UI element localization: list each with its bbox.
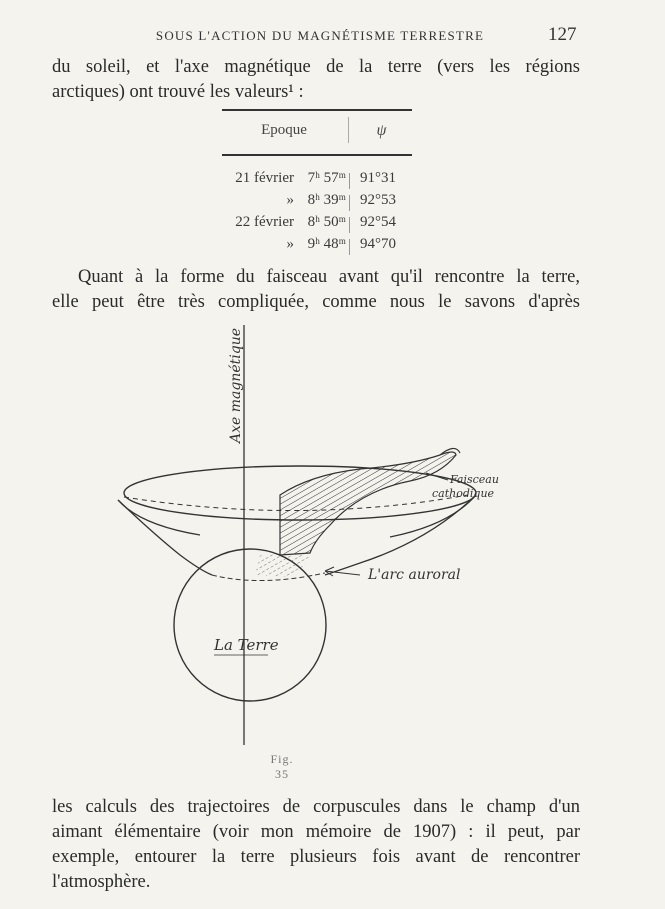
aurora-figure [110,325,499,750]
text-line: aimant élémentaire (voir mon mémoire de 1907) : il peut, par [52,822,580,842]
axis-label: Axe magnétique [228,328,244,443]
text-line: du soleil, et l'axe magnétique de la terre (vers les régions [52,57,580,77]
cell-separator [349,173,350,189]
text-line: les calculs des trajectoires de corpuscules dans le champ d'un [52,797,580,817]
paragraph-2 [52,265,580,315]
beam-label-line1: Faisceau [450,473,499,486]
table-row [222,170,412,192]
page-number: 127 [548,24,577,45]
cell-value: 92°53 [360,192,396,208]
funnel-left-side [118,500,212,575]
cell-date: 22 février [235,214,294,230]
beam-label-pointer [426,473,448,480]
cell-date: » [286,236,294,252]
table-row [222,236,412,258]
text-line: l'atmosphère. [52,872,151,892]
cell-separator [349,195,350,211]
cell-time: 7ʰ 57ᵐ [307,170,346,186]
text-line: Quant à la forme du faisceau avant qu'il rencontre la terre, [78,267,580,287]
table-row [222,214,412,236]
cell-time: 9ʰ 48ᵐ [307,236,346,252]
cell-date: » [286,192,294,208]
text-line: exemple, entourer la terre plusieurs fois avant de rencontrer [52,847,580,867]
text-line: elle peut être très compliquée, comme nous le savons d'après [52,292,580,312]
table-header-rule [222,154,412,156]
table-top-rule [222,109,412,111]
table-row [222,192,412,214]
beam-label-line2: cathodique [432,487,495,500]
cell-time: 8ʰ 50ᵐ [307,214,346,230]
paragraph-3 [52,795,580,895]
beam-impact-zone [255,553,310,577]
column-header-epoque: Epoque [261,122,307,138]
cell-value: 91°31 [360,170,396,186]
cell-value: 94°70 [360,236,396,252]
cell-value: 92°54 [360,214,396,230]
text-line: arctiques) ont trouvé les valeurs¹ : [52,82,304,102]
earth-label: La Terre [214,636,279,654]
cell-date: 21 février [235,170,294,186]
column-separator [348,117,349,143]
earth-circle [174,549,326,701]
column-header-psi: ψ [376,122,387,139]
cell-time: 8ʰ 39ᵐ [307,192,346,208]
running-head: SOUS L'ACTION DU MAGNÉTISME TERRESTRE [155,28,485,43]
cell-separator [349,217,350,233]
figure-caption: Fig. 35 [270,752,294,781]
cell-separator [349,239,350,255]
arc-label: L'arc auroral [368,567,461,583]
paragraph-1 [52,55,580,105]
